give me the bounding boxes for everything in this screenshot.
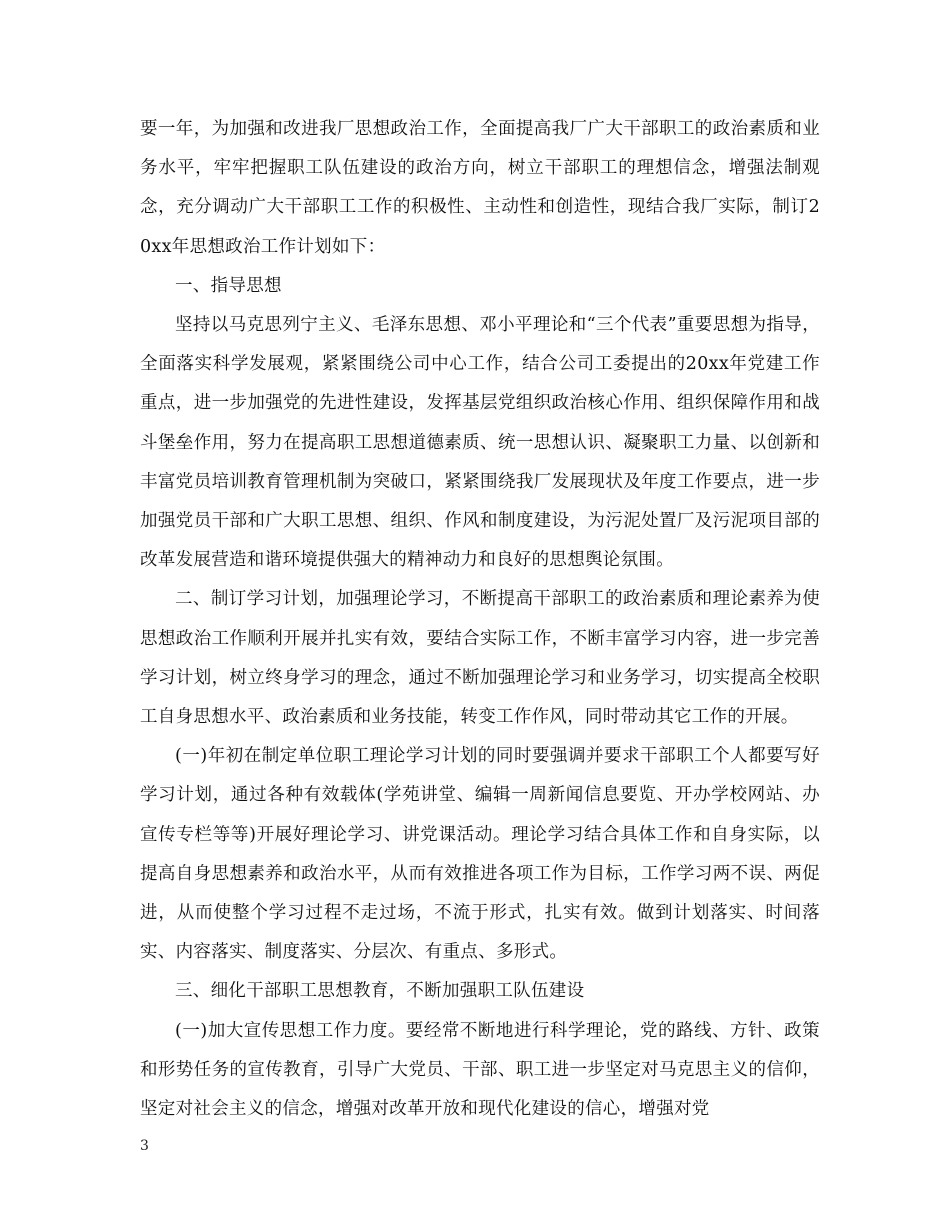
- section-heading-guiding-ideology: 一、指导思想: [175, 275, 282, 296]
- page-number: 3: [140, 1138, 149, 1154]
- paragraph-study-plan: 二、制订学习计划，加强理论学习，不断提高干部职工的政治素质和理论素养为使思想政治工作顺利开展并扎实有效，要结合实际工作，不断丰富学习内容，进一步完善学习计划，树立终身学习的理念，通过不断加强理论学习和业务学习，切实提高全校职工自身思想水平、政治素质和业务技能，转变工作作风，同时带动其它工作的开展。: [140, 589, 820, 728]
- paragraph-publicity-work: (一)加大宣传思想工作力度。要经常不断地进行科学理论，党的路线、方针、政策和形势任务的宣传教育，引导广大党员、干部、职工进一步坚定对马克思主义的信仰，坚定对社会主义的信念，增强对改革开放和现代化建设的信心，增强对党: [140, 1020, 820, 1120]
- paragraph-intro: 要一年，为加强和改进我厂思想政治工作，全面提高我厂广大干部职工的政治素质和业务水平，牢牢把握职工队伍建设的政治方向，树立干部职工的理想信念，增强法制观念，充分调动广大干部职工工作的积极性、主动性和创造性，现结合我厂实际，制订20xx年思想政治工作计划如下：: [140, 119, 820, 257]
- paragraph-guiding-ideology: 坚持以马克思列宁主义、毛泽东思想、邓小平理论和“三个代表”重要思想为指导，全面落实科学发展观，紧紧围绕公司中心工作，结合公司工委提出的20xx年党建工作重点，进一步加强党的先进性建设，发挥基层党组织政治核心作用、组织保障作用和战斗堡垒作用，努力在提高职工思想道德素质、统一思想认识、凝聚职工力量、以创新和丰富党员培训教育管理机制为突破口，紧紧围绕我厂发展现状及年度工作要点，进一步加强党员干部和广大职工思想、组织、作风和制度建设，为污泥处置厂及污泥项目部的改革发展营造和谐环境提供强大的精神动力和良好的思想舆论氛围。: [140, 315, 820, 571]
- section-heading-ideological-education: 三、细化干部职工思想教育，不断加强职工队伍建设: [175, 981, 585, 1002]
- paragraph-study-plan-item-1: (一)年初在制定单位职工理论学习计划的同时要强调并要求干部职工个人都要写好学习计划，通过各种有效载体(学苑讲堂、编辑一周新闻信息要览、开办学校网站、办宣传专栏等等)开展好理论学习、讲党课活动。理论学习结合具体工作和自身实际，以提高自身思想素养和政治水平，从而有效推进各项工作为目标，工作学习两不误、两促进，从而使整个学习过程不走过场，不流于形式，扎实有效。做到计划落实、时间落实、内容落实、制度落实、分层次、有重点、多形式。: [140, 746, 820, 963]
- document-body: [140, 110, 820, 1129]
